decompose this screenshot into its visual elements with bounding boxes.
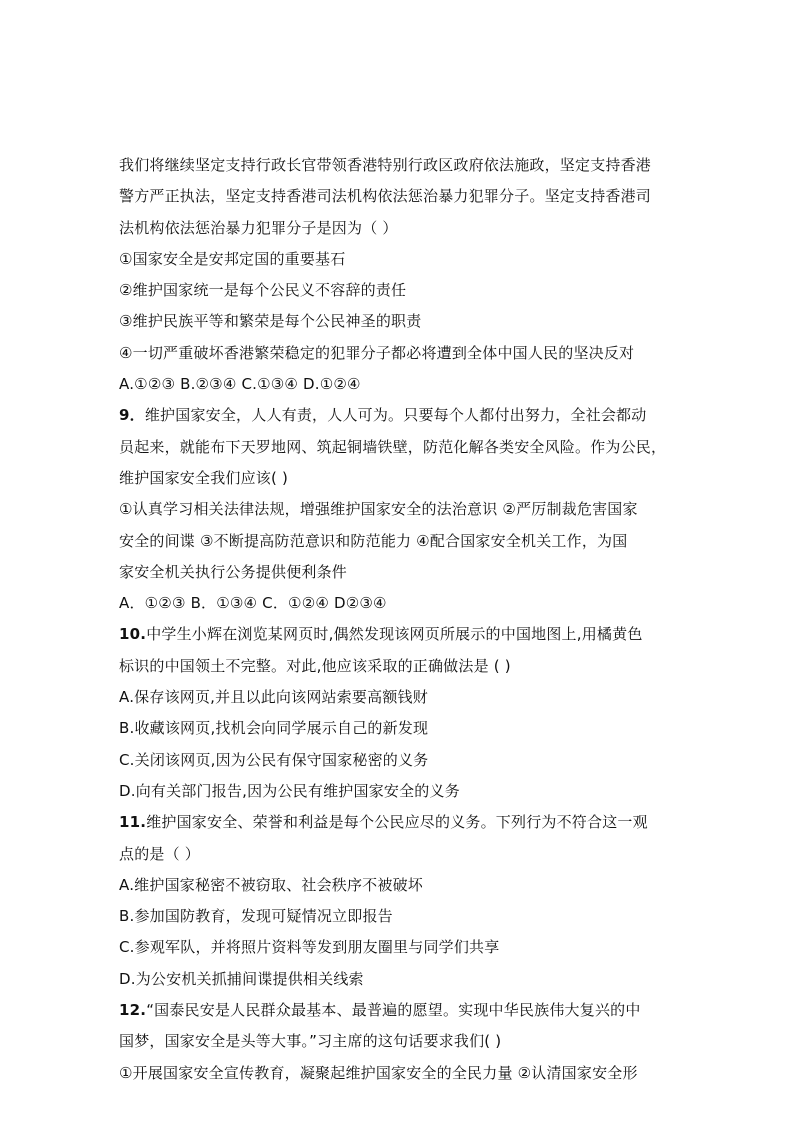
text-line-3: 法机构依法惩治暴力犯罪分子是因为（ ） <box>119 218 398 237</box>
question-text: 维护国家安全、荣誉和利益是每个公民应尽的义务。下列行为不符合这一观 <box>146 813 648 832</box>
option-statement-2: ②维护国家统一是每个公民义不容辞的责任 <box>119 281 407 300</box>
answer-choice-d: D.向有关部门报告,因为公民有维护国家安全的义务 <box>119 781 460 800</box>
answer-choices: A.①②③ B.②③④ C.①③④ D.①②④ <box>119 375 361 394</box>
exam-page <box>119 150 679 1089</box>
answer-choice-a: A.保存该网页,并且以此向该网站索要高额钱财 <box>119 688 428 707</box>
question-text: “国泰民安是人民群众最基本、最普遍的愿望。实现中华民族伟大复兴的中 <box>146 1001 641 1020</box>
text-line-29: 国梦，国家安全是头等大事。”习主席的这句话要求我们( ) <box>119 1032 502 1051</box>
option-statement-1: ①国家安全是安邦定国的重要基石 <box>119 249 346 268</box>
text-line-13: 安全的间谍 ③不断提高防范意识和防范能力 ④配合国家安全机关工作，为国 <box>119 531 628 550</box>
question-10 <box>119 619 679 650</box>
question-number: 10. <box>119 625 147 644</box>
option-statement-3: ③维护民族平等和繁荣是每个公民神圣的职责 <box>119 312 422 331</box>
question-text: 维护国家安全，人人有责，人人可为。只要每个人都付出努力，全社会都动 <box>144 406 647 425</box>
question-number: 11. <box>119 813 147 832</box>
text-line-23: 点的是（ ） <box>119 844 200 863</box>
answer-choice-c: C.关闭该网页,因为公民有保守国家秘密的义务 <box>119 750 429 769</box>
answer-choice-d: D.为公安机关抓捕间谍提供相关线索 <box>119 969 364 988</box>
answer-choices: A．①②③ B．①③④ C．①②④ D②③④ <box>119 594 387 613</box>
text-line-2: 警方严正执法，坚定支持香港司法机构依法惩治暴力犯罪分子。坚定支持香港司 <box>119 187 652 206</box>
option-statement-4: ④一切严重破坏香港繁荣稳定的犯罪分子都必将遭到全体中国人民的坚决反对 <box>119 343 635 362</box>
answer-choice-c: C.参观军队，并将照片资料等发到朋友圈里与同学们共享 <box>119 938 500 957</box>
text-line-14: 家安全机关执行公务提供便利条件 <box>119 562 348 581</box>
question-9 <box>119 400 679 431</box>
text-line-30: ①开展国家安全宣传教育，凝聚起维护国家安全的全民力量 ②认清国家安全形 <box>119 1063 638 1082</box>
question-11 <box>119 807 679 838</box>
text-line-17: 标识的中国领土不完整。对此,他应该采取的正确做法是 ( ) <box>119 656 511 675</box>
text-line-10: 员起来，就能布下天罗地网、筑起铜墙铁壁，防范化解各类安全风险。作为公民， <box>119 437 667 456</box>
text-line-12: ①认真学习相关法律法规，增强维护国家安全的法治意识 ②严厉制裁危害国家 <box>119 500 638 519</box>
answer-choice-b: B.收藏该网页,找机会向同学展示自己的新发现 <box>119 719 429 738</box>
answer-choice-b: B.参加国防教育，发现可疑情况立即报告 <box>119 907 393 926</box>
text-line-1: 我们将继续坚定支持行政长官带领香港特别行政区政府依法施政，坚定支持香港 <box>119 156 652 174</box>
question-12 <box>119 995 679 1026</box>
answer-choice-a: A.维护国家秘密不被窃取、社会秩序不被破坏 <box>119 875 423 894</box>
question-number: 9． <box>119 406 145 425</box>
text-line-11: 维护国家安全我们应该( ) <box>119 468 289 487</box>
question-text: 中学生小辉在浏览某网页时,偶然发现该网页所展示的中国地图上,用橘黄色 <box>146 625 643 644</box>
question-number: 12. <box>119 1001 147 1020</box>
